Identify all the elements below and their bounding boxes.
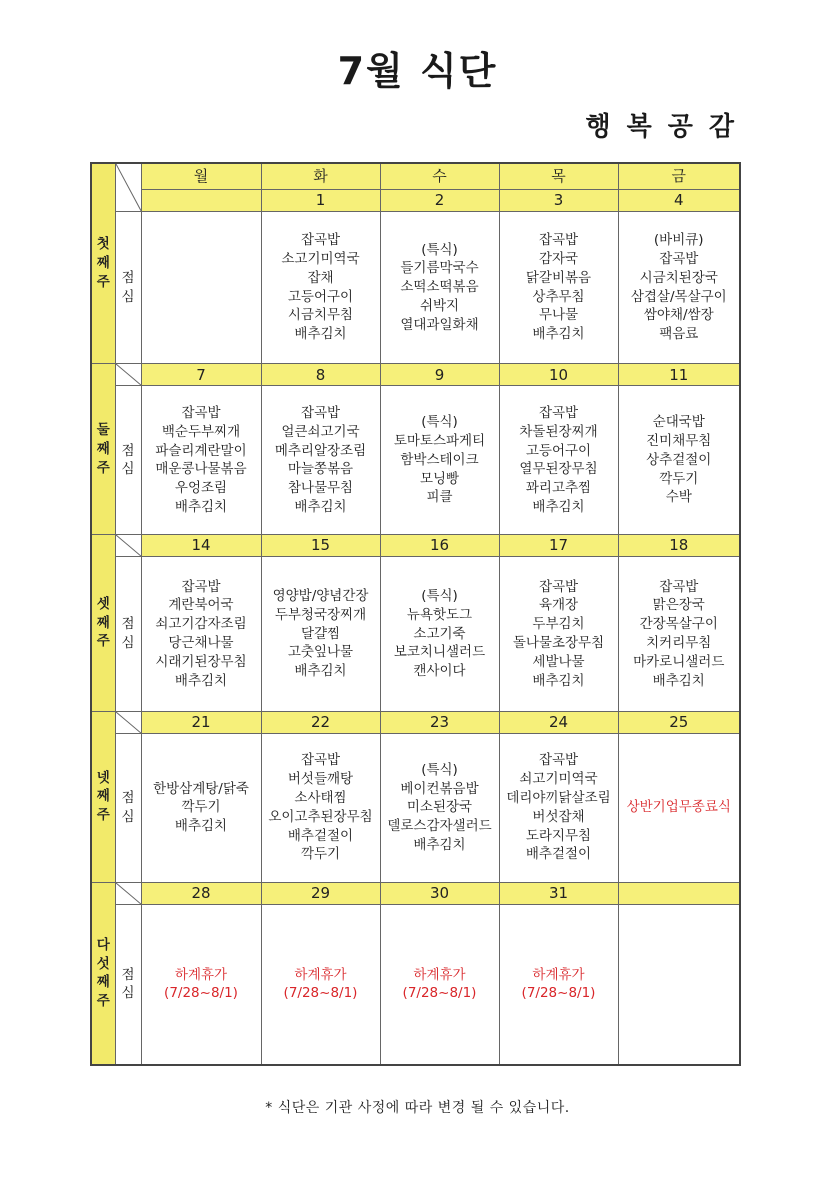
menu-item: 영양밥/양념간장 bbox=[272, 588, 369, 605]
meal-label-char: 점 bbox=[121, 616, 135, 633]
menu-item: 돌나물초장무침 bbox=[512, 635, 605, 652]
menu-cell bbox=[499, 733, 618, 882]
menu-item: (7/28~8/1) bbox=[164, 985, 238, 1002]
date-cell: 9 bbox=[380, 364, 499, 386]
menu-item: (7/28~8/1) bbox=[521, 985, 596, 1002]
menu-item: 고등어구이 bbox=[287, 288, 354, 305]
day-header: 월 bbox=[141, 163, 261, 189]
menu-item: 잡곡밥 bbox=[538, 404, 579, 421]
menu-item: 잡곡밥 bbox=[300, 232, 341, 249]
menu-item: 배추김치 bbox=[413, 837, 466, 853]
menu-item: 간장목살구이 bbox=[639, 616, 718, 633]
menu-item: 미소된장국 bbox=[406, 799, 473, 816]
week-label-char: 주 bbox=[96, 993, 110, 1010]
menu-item: 데리야끼닭살조림 bbox=[506, 790, 611, 807]
menu-item: 삼겹살/목살구이 bbox=[630, 288, 727, 305]
menu-cell bbox=[618, 211, 740, 364]
menu-item: 하계휴가 bbox=[174, 966, 228, 983]
menu-item: 진미채무침 bbox=[646, 433, 712, 450]
week-label-char: 둘 bbox=[96, 422, 110, 439]
menu-cell bbox=[261, 211, 380, 364]
menu-item: 두부청국장찌개 bbox=[274, 606, 367, 623]
week-label-char: 주 bbox=[96, 274, 110, 291]
menu-item: 배추김치 bbox=[532, 326, 585, 343]
menu-item: 깍두기 bbox=[181, 799, 221, 816]
menu-item: 소사태찜 bbox=[294, 790, 347, 807]
menu-item: 당근채나물 bbox=[168, 635, 234, 652]
week-label-char: 섯 bbox=[96, 955, 110, 972]
menu-item: 버섯들깨탕 bbox=[287, 771, 354, 788]
menu-cell bbox=[261, 386, 380, 535]
menu-item: 계란북어국 bbox=[168, 597, 234, 614]
date-cell bbox=[618, 882, 740, 904]
week-label bbox=[91, 882, 115, 1065]
menu-item: 배추겉절이 bbox=[287, 827, 354, 844]
menu-item: 잡곡밥 bbox=[300, 404, 341, 421]
menu-item: 배추겉절이 bbox=[525, 846, 592, 863]
menu-item: 열대과일화채 bbox=[400, 316, 479, 333]
menu-cell bbox=[499, 904, 618, 1065]
day-header: 금 bbox=[618, 163, 740, 189]
menu-item: 쇠고기미역국 bbox=[519, 771, 598, 788]
menu-cell bbox=[618, 904, 740, 1065]
week-label bbox=[91, 535, 115, 712]
menu-item: 세발나물 bbox=[532, 653, 585, 670]
date-cell: 17 bbox=[499, 535, 618, 557]
meal-label-char: 심 bbox=[121, 635, 135, 652]
menu-cell bbox=[261, 557, 380, 712]
date-cell: 29 bbox=[261, 882, 380, 904]
menu-item: (7/28~8/1) bbox=[402, 985, 477, 1002]
week-label bbox=[91, 364, 115, 535]
date-cell: 4 bbox=[618, 189, 740, 211]
menu-item: 들기름막국수 bbox=[400, 260, 479, 277]
menu-item: 맑은장국 bbox=[652, 597, 705, 614]
week-label-char: 첫 bbox=[96, 236, 110, 253]
menu-item: 잡곡밥 bbox=[538, 232, 579, 249]
date-cell: 22 bbox=[261, 711, 380, 733]
menu-table bbox=[90, 162, 741, 1066]
menu-item: 고춧잎나물 bbox=[287, 644, 354, 661]
menu-item: 시금치된장국 bbox=[639, 269, 718, 286]
menu-item: 베이컨볶음밥 bbox=[400, 780, 479, 797]
diagonal-divider bbox=[116, 364, 141, 385]
menu-item: 하계휴가 bbox=[413, 966, 466, 983]
menu-cell bbox=[261, 904, 380, 1065]
menu-item: 상반기업무종료식 bbox=[626, 799, 731, 816]
menu-item: (특식) bbox=[421, 761, 458, 778]
diagonal-divider bbox=[116, 712, 141, 733]
menu-cell bbox=[141, 904, 261, 1065]
menu-item: 열무된장무침 bbox=[519, 461, 598, 478]
week-label-char: 째 bbox=[96, 440, 110, 457]
menu-cell bbox=[499, 386, 618, 535]
meal-label-char: 점 bbox=[121, 790, 135, 807]
menu-cell bbox=[141, 557, 261, 712]
menu-item: 함박스테이크 bbox=[400, 451, 479, 468]
meal-label bbox=[115, 211, 141, 364]
menu-item: 배추김치 bbox=[532, 498, 585, 515]
menu-item: 쉬박지 bbox=[419, 297, 460, 314]
date-cell: 1 bbox=[261, 189, 380, 211]
menu-item: 참나물무침 bbox=[287, 480, 354, 497]
menu-cell bbox=[380, 904, 499, 1065]
date-cell: 25 bbox=[618, 711, 740, 733]
corner-cell bbox=[115, 882, 141, 904]
date-cell bbox=[141, 189, 261, 211]
menu-item: 잡곡밥 bbox=[181, 578, 221, 595]
week-label-char: 주 bbox=[96, 459, 110, 476]
menu-item: (특식) bbox=[421, 241, 458, 258]
menu-cell bbox=[141, 733, 261, 882]
menu-item: 하계휴가 bbox=[294, 966, 347, 983]
menu-item: 쇠고기감자조림 bbox=[155, 616, 247, 633]
menu-item: 깍두기 bbox=[659, 470, 699, 487]
week-label-char: 넷 bbox=[96, 769, 110, 786]
menu-cell bbox=[499, 557, 618, 712]
menu-item: 고등어구이 bbox=[525, 442, 592, 459]
menu-item: 상추겉절이 bbox=[646, 451, 712, 468]
menu-item: 배추김치 bbox=[174, 498, 228, 515]
date-cell: 11 bbox=[618, 364, 740, 386]
menu-item: 백순두부찌개 bbox=[161, 423, 241, 440]
menu-item: 차돌된장찌개 bbox=[519, 423, 598, 440]
corner-cell bbox=[115, 535, 141, 557]
date-cell: 3 bbox=[499, 189, 618, 211]
meal-label bbox=[115, 557, 141, 712]
menu-item: 파슬리계란말이 bbox=[155, 442, 247, 459]
meal-label-char: 심 bbox=[121, 461, 135, 478]
corner-cell bbox=[115, 163, 141, 211]
menu-item: 팩음료 bbox=[659, 326, 699, 343]
date-cell: 14 bbox=[141, 535, 261, 557]
week-label-char: 째 bbox=[96, 255, 110, 272]
date-cell: 15 bbox=[261, 535, 380, 557]
menu-item: 잡곡밥 bbox=[659, 578, 699, 595]
menu-item: (바비큐) bbox=[653, 232, 704, 249]
menu-item: 달걀찜 bbox=[300, 625, 341, 642]
week-label-char: 주 bbox=[96, 807, 110, 824]
menu-item: 오이고추된장무침 bbox=[268, 808, 373, 825]
menu-item: 캔사이다 bbox=[413, 663, 466, 680]
menu-item: 배추김치 bbox=[174, 672, 228, 689]
menu-cell bbox=[141, 211, 261, 364]
menu-item: 잡곡밥 bbox=[300, 752, 341, 769]
corner-cell bbox=[115, 711, 141, 733]
menu-cell bbox=[618, 386, 740, 535]
menu-item: 배추김치 bbox=[294, 663, 347, 680]
menu-item: 매운콩나물볶음 bbox=[155, 461, 247, 478]
menu-item: 소고기미역국 bbox=[281, 250, 360, 267]
date-cell: 2 bbox=[380, 189, 499, 211]
date-cell: 31 bbox=[499, 882, 618, 904]
week-label-char: 다 bbox=[96, 936, 110, 953]
menu-item: 메추리알장조림 bbox=[274, 442, 367, 459]
menu-item: 하계휴가 bbox=[532, 966, 585, 983]
date-cell: 23 bbox=[380, 711, 499, 733]
menu-item: 보코치니샐러드 bbox=[393, 644, 486, 661]
menu-cell bbox=[380, 211, 499, 364]
menu-item: 쌈야채/쌈장 bbox=[643, 307, 714, 324]
meal-label-char: 점 bbox=[121, 442, 135, 459]
meal-label bbox=[115, 386, 141, 535]
menu-item: 치커리무침 bbox=[646, 635, 712, 652]
menu-item: 닭갈비볶음 bbox=[525, 269, 592, 286]
meal-label-char: 심 bbox=[121, 288, 135, 305]
date-cell: 16 bbox=[380, 535, 499, 557]
date-cell: 10 bbox=[499, 364, 618, 386]
menu-item: 배추김치 bbox=[294, 326, 347, 343]
menu-item: 배추김치 bbox=[294, 498, 347, 515]
menu-cell bbox=[618, 733, 740, 882]
week-label-char: 째 bbox=[96, 788, 110, 805]
day-header: 수 bbox=[380, 163, 499, 189]
meal-label bbox=[115, 904, 141, 1065]
menu-item: 순대국밥 bbox=[652, 414, 705, 431]
menu-item: 잡곡밥 bbox=[538, 752, 579, 769]
menu-item: 시금치무침 bbox=[287, 307, 354, 324]
day-header: 화 bbox=[261, 163, 380, 189]
diagonal-divider bbox=[116, 535, 141, 556]
menu-cell bbox=[380, 733, 499, 882]
diagonal-divider bbox=[116, 883, 141, 904]
diagonal-divider bbox=[116, 164, 141, 211]
menu-item: 감자국 bbox=[538, 250, 579, 267]
menu-item: 마카로니샐러드 bbox=[633, 653, 725, 670]
menu-item: 피클 bbox=[426, 489, 453, 506]
menu-item: 뉴욕핫도그 bbox=[406, 606, 473, 623]
week-label-char: 셋 bbox=[96, 595, 110, 612]
menu-cell bbox=[261, 733, 380, 882]
footnote: * 식단은 기관 사정에 따라 변경 될 수 있습니다. bbox=[265, 1100, 570, 1116]
menu-item: 수박 bbox=[665, 489, 692, 506]
meal-label-char: 심 bbox=[121, 985, 135, 1002]
menu-item: 소고기죽 bbox=[413, 625, 466, 642]
menu-item: 깍두기 bbox=[300, 846, 341, 863]
menu-item: 꽈리고추찜 bbox=[525, 480, 592, 497]
menu-item: 잡곡밥 bbox=[181, 404, 221, 421]
menu-item: 상추무침 bbox=[532, 288, 585, 305]
day-header: 목 bbox=[499, 163, 618, 189]
menu-item: 배추김치 bbox=[652, 672, 705, 689]
menu-cell bbox=[380, 557, 499, 712]
date-cell: 28 bbox=[141, 882, 261, 904]
week-label-char: 째 bbox=[96, 974, 110, 991]
corner-cell bbox=[115, 364, 141, 386]
menu-item: 토마토스파게티 bbox=[393, 433, 486, 450]
meal-label-char: 점 bbox=[121, 269, 135, 286]
menu-item: 잡채 bbox=[307, 269, 334, 286]
menu-cell bbox=[380, 386, 499, 535]
week-label-char: 주 bbox=[96, 633, 110, 650]
menu-item: 배추김치 bbox=[532, 672, 585, 689]
menu-cell bbox=[141, 386, 261, 535]
menu-item: 잡곡밥 bbox=[659, 250, 699, 267]
menu-item: 모닝빵 bbox=[419, 470, 460, 487]
menu-item: 시래기된장무침 bbox=[155, 653, 247, 670]
meal-label bbox=[115, 733, 141, 882]
week-label bbox=[91, 163, 115, 364]
menu-cell bbox=[499, 211, 618, 364]
menu-item: (특식) bbox=[421, 588, 458, 605]
meal-label-char: 심 bbox=[121, 808, 135, 825]
week-label-char: 째 bbox=[96, 614, 110, 631]
menu-item: 잡곡밥 bbox=[538, 578, 579, 595]
menu-item: 마늘쫑볶음 bbox=[287, 461, 354, 478]
week-label bbox=[91, 711, 115, 882]
menu-item: 한방삼계탕/닭죽 bbox=[153, 780, 249, 797]
page-title: 7월 식단 bbox=[337, 49, 498, 93]
menu-item: (특식) bbox=[421, 414, 458, 431]
menu-item: 우엉조림 bbox=[174, 480, 228, 497]
menu-item: 두부김치 bbox=[532, 616, 585, 633]
meal-label-char: 점 bbox=[121, 966, 135, 983]
menu-item: 도라지무침 bbox=[525, 827, 592, 844]
menu-item: 델로스감자샐러드 bbox=[387, 818, 492, 835]
menu-item: 버섯잡채 bbox=[532, 808, 585, 825]
date-cell: 18 bbox=[618, 535, 740, 557]
organization-name: 행복공감 bbox=[585, 112, 750, 142]
menu-item: 무나물 bbox=[538, 307, 579, 324]
menu-item: 소떡소떡볶음 bbox=[400, 279, 479, 296]
date-cell: 24 bbox=[499, 711, 618, 733]
menu-item: 얼큰쇠고기국 bbox=[281, 423, 360, 440]
date-cell: 7 bbox=[141, 364, 261, 386]
date-cell: 30 bbox=[380, 882, 499, 904]
date-cell: 21 bbox=[141, 711, 261, 733]
menu-cell bbox=[618, 557, 740, 712]
menu-item: (7/28~8/1) bbox=[283, 985, 358, 1002]
date-cell: 8 bbox=[261, 364, 380, 386]
menu-item: 배추김치 bbox=[174, 818, 228, 835]
menu-item: 육개장 bbox=[538, 597, 579, 614]
